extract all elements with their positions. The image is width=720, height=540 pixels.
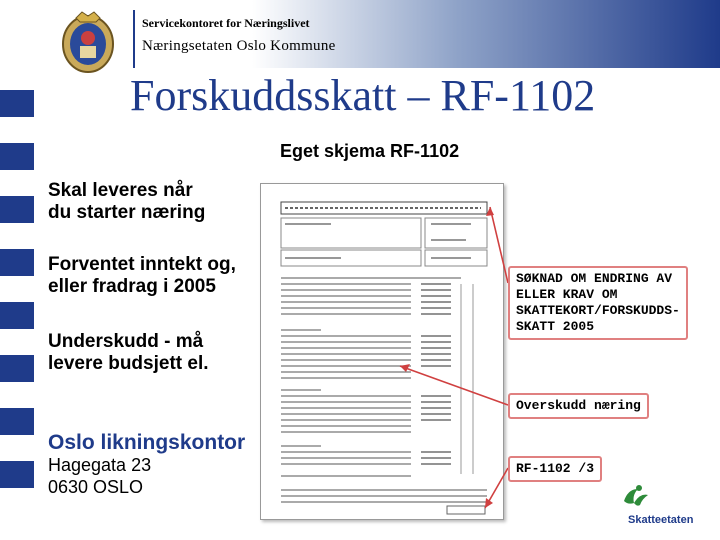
- bullet-2: [48, 254, 236, 298]
- side-square: [0, 408, 34, 435]
- org-name-line1: Servicekontoret for Næringslivet: [142, 16, 310, 30]
- org-name-line2: Næringsetaten Oslo Kommune: [142, 38, 336, 54]
- office-name: Oslo likningskontor: [48, 431, 246, 454]
- header-divider: [133, 10, 135, 68]
- bullet-3-line1: Underskudd - må: [48, 331, 204, 352]
- office-postal: 0630 OSLO: [48, 477, 144, 497]
- bullet-2-line1: Forventet inntekt og,: [48, 254, 236, 275]
- side-decoration: [0, 90, 34, 514]
- callout-form-title: SØKNAD OM ENDRING AV ELLER KRAV OM SKATTEKORT/FORSKUDDS- SKATT 2005: [508, 266, 688, 340]
- side-square: [0, 90, 34, 117]
- skatteetaten-logo-text: Skatteetaten: [628, 514, 694, 526]
- side-square: [0, 249, 34, 276]
- oslo-crest-icon: [60, 8, 116, 76]
- skatteetaten-logo-icon: [620, 483, 650, 511]
- side-square: [0, 355, 34, 382]
- header-gradient: [135, 0, 720, 68]
- page-title: Forskuddsskatt – RF-1102: [130, 71, 596, 120]
- bullet-3-line2: levere budsjett el.: [48, 353, 209, 374]
- bullet-1-line1: Skal leveres når: [48, 180, 193, 201]
- bullet-3: [48, 331, 209, 375]
- office-street: Hagegata 23: [48, 455, 152, 475]
- side-square: [0, 461, 34, 488]
- side-square: [0, 143, 34, 170]
- callout-surplus: Overskudd næring: [508, 393, 649, 419]
- side-square: [0, 196, 34, 223]
- form-subtitle: Eget skjema RF-1102: [280, 141, 460, 161]
- bullet-1: [48, 180, 205, 224]
- callout-form-code: RF-1102 /3: [508, 456, 602, 482]
- bullet-2-line2: eller fradrag i 2005: [48, 276, 216, 297]
- form-illustration: [261, 184, 503, 519]
- side-square: [0, 302, 34, 329]
- form-thumbnail: [260, 183, 504, 520]
- bullet-1-line2: du starter næring: [48, 202, 206, 223]
